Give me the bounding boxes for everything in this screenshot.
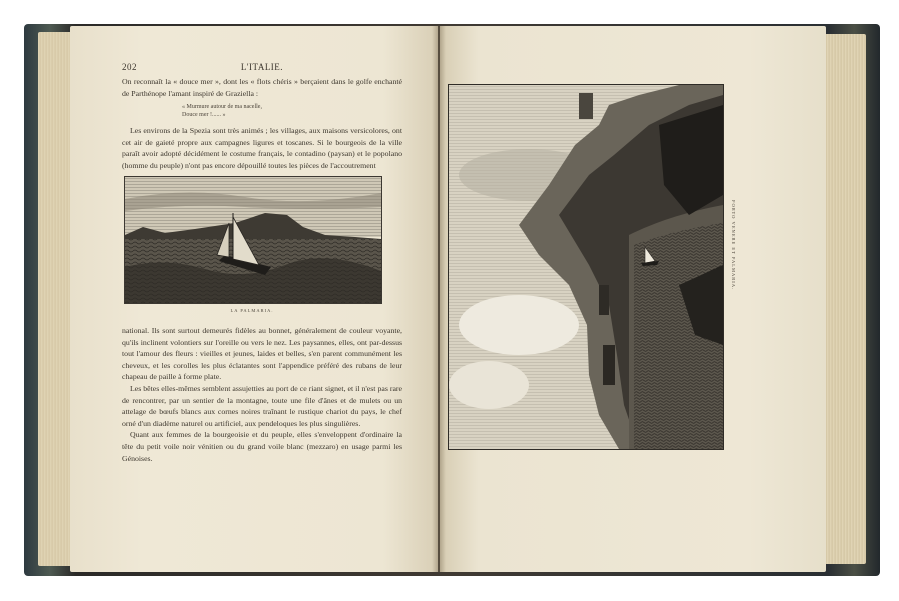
- text-block-top: [122, 76, 402, 172]
- text-block-bottom: [122, 325, 402, 464]
- paragraph-5: Quant aux femmes de la bourgeoisie et du peuple, elles s'enveloppent d'ordinaire la tête du petit voile noir vénitien ou du grand voile blanc (mezzaro) en usage parmi les Génoises.: [122, 430, 402, 463]
- running-head-title: L'ITALIE.: [240, 62, 284, 72]
- book-gutter: [432, 26, 446, 572]
- full-page-plate: [448, 84, 724, 450]
- plate-caption: PORTO VENERE ET PALMARIA.: [731, 200, 736, 291]
- illustration-caption: LA PALMARIA.: [230, 308, 274, 313]
- right-page-edges: [824, 34, 866, 564]
- quote-line-1: « Murmure autour de ma nacelle,: [182, 104, 262, 111]
- paragraph-2: Les environs de la Spezia sont très animés ; les villages, aux maisons versicolores, ont cet air de gaieté propre aux campagnes ligures et toscanes. Si le bourgeois de la ville paraît avoir adopté décidément le costume français, le contadino (paysan) et le popolano (homme du peuple) n'ont pas encore dépouillé toutes les pièces de l'accoutrement: [122, 126, 402, 170]
- page-number: 202: [122, 62, 137, 72]
- quote-line-2: Douce mer !...... »: [182, 112, 226, 119]
- paragraph-4: Les bêtes elles-mêmes semblent assujetties au port de ce riant signet, et il n'est pas rare de rencontrer, par un sentier de la montagne, toute une file d'ânes et de mulets ou un attelage de bœufs blancs aux cornes noires traînant le rustique chariot du pays, le chef orné d'un diadème naturel ou artificiel, aux pendeloques les plus singulières.: [122, 383, 402, 428]
- paragraph-1: On reconnaît la « douce mer », dont les « flots chéris » berçaient dans le golfe enchanté de Parthénope l'amant inspiré de Graziella :: [122, 77, 402, 98]
- sailboat-illustration: [125, 177, 381, 303]
- paragraph-3: national. Ils sont surtout demeurés fidèles au bonnet, généralement de couleur voyante, qu'ils inclinent volontiers sur l'oreille ou vers le nez. Les paysannes, elles, ont par-dessus tout l'amour des fleurs : vieilles et jeunes, laides et belles, s'en parent communément les cheveux, et les corolles les plus éclatantes sont l'appendice préféré des rubans de leur chapeau de paille à forme plate.: [122, 326, 402, 382]
- coastal-town-engraving: [449, 85, 723, 449]
- verse-quote: [182, 103, 402, 119]
- seascape-engraving: [124, 176, 382, 304]
